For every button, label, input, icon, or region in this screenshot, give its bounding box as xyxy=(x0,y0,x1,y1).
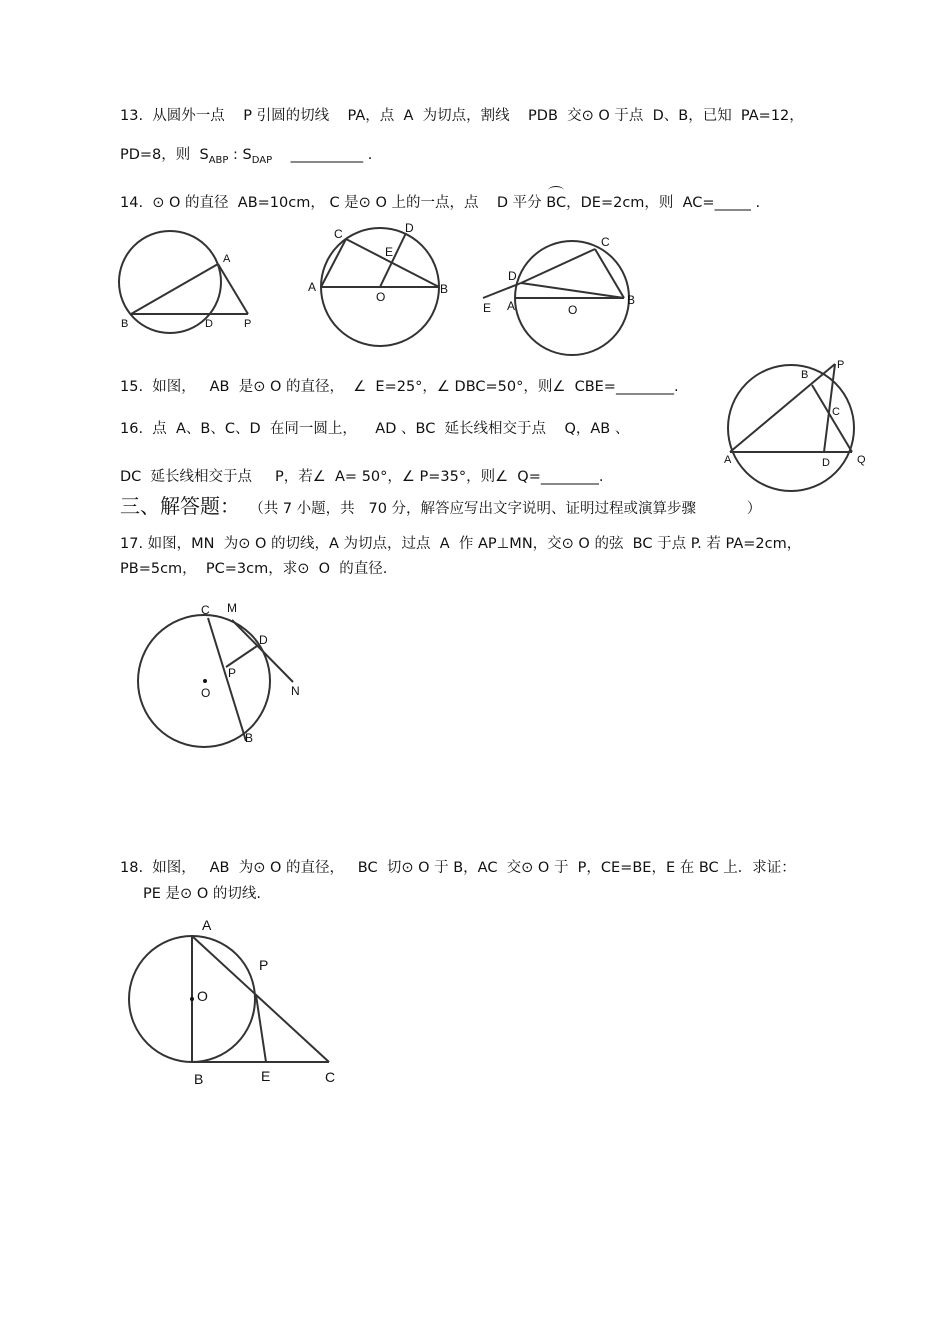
fig14-label-d: D xyxy=(405,221,414,235)
fig17-label-m: M xyxy=(227,601,237,615)
fig16-label-p: P xyxy=(837,359,845,371)
q17-line1: 17. 如图，MN 为⊙ O 的切线，A 为切点，过点 A 作 AP⊥MN，交⊙ O 的弦 BC 于点 P. 若 PA=2cm， xyxy=(120,536,802,552)
q16-line1: 16. 点 A、B、C、D 在同一圆上， AD 、BC 延长线相交于点 Q，AB 、 xyxy=(120,421,630,437)
fig15-label-o: O xyxy=(568,303,578,317)
fig14-label-c: C xyxy=(334,227,343,241)
q13-text-a: PD=8，则 S xyxy=(120,147,209,163)
fig13-label-d: D xyxy=(205,318,213,330)
fig13-label-b: B xyxy=(121,318,129,330)
fig17-label-p: P xyxy=(228,666,237,680)
fig17-label-b: B xyxy=(245,731,254,745)
q13-text-b: : S xyxy=(228,147,252,163)
q13-subscript-dap: DAP xyxy=(251,155,273,166)
fig15-label-d: D xyxy=(508,269,517,283)
fig13-label-a: A xyxy=(223,253,231,265)
fig17-label-n: N xyxy=(291,684,300,698)
fig18-label-p: P xyxy=(259,957,269,973)
fig18-label-o: O xyxy=(197,988,208,1004)
q13-blank: __________ . xyxy=(272,147,373,163)
q14-text-a: 14. ⊙ O 的直径 AB=10cm， C 是⊙ O 上的一点，点 D 平分 xyxy=(120,195,547,211)
fig15-label-a: A xyxy=(507,299,516,313)
fig13-label-p: P xyxy=(244,318,252,330)
fig14-label-o: O xyxy=(376,290,386,304)
fig17-label-c: C xyxy=(201,603,210,617)
section-note: （共 7 小题，共 70 分，解答应写出文字说明、证明过程或演算步骤 ） xyxy=(240,501,762,517)
fig18-line-ac xyxy=(192,936,329,1062)
fig14-label-a: A xyxy=(308,280,317,294)
fig17-label-o: O xyxy=(201,686,211,700)
fig15-label-c: C xyxy=(601,235,610,249)
fig18-label-b: B xyxy=(194,1071,204,1087)
q17-line2: PB=5cm， PC=3cm，求⊙ O 的直径. xyxy=(120,561,388,577)
q18-line1: 18. 如图， AB 为⊙ O 的直径， BC 切⊙ O 于 B，AC 交⊙ O 于 P，CE=BE，E 在 BC 上．求证： xyxy=(120,860,796,876)
fig18-center-dot xyxy=(190,997,194,1001)
q13-line1: 13. 从圆外一点 P 引圆的切线 PA，点 A 为切点，割线 PDB 交⊙ O 于点 D、B，已知 PA=12， xyxy=(120,108,804,124)
fig16-label-c: C xyxy=(832,406,840,418)
fig17-label-d: D xyxy=(259,633,268,647)
fig18-label-e: E xyxy=(261,1068,271,1084)
fig18-label-a: A xyxy=(202,917,212,933)
fig15-label-e: E xyxy=(483,301,492,315)
q13-subscript-abp: ABP xyxy=(208,155,229,166)
fig18-line-pe xyxy=(256,995,266,1062)
fig15-label-b: B xyxy=(627,293,636,307)
q14-arc-bc: BC xyxy=(546,195,567,211)
fig16-label-q: Q xyxy=(857,454,866,466)
q18-line2: PE 是⊙ O 的切线. xyxy=(120,886,261,902)
fig16-label-d: D xyxy=(822,457,830,469)
q15-line: 15. 如图， AB 是⊙ O 的直径， ∠ E=25°，∠ DBC=50°，则∠ CBE=________. xyxy=(120,379,679,395)
fig14-label-b: B xyxy=(440,282,449,296)
fig16-label-a: A xyxy=(724,454,732,466)
q14-text-b: ，DE=2cm，则 AC=_____ . xyxy=(566,195,761,211)
section-title: 三、解答题： xyxy=(120,494,240,518)
fig16-label-b: B xyxy=(801,369,809,381)
fig18-label-c: C xyxy=(325,1069,336,1085)
fig14-label-e: E xyxy=(385,245,394,259)
q16-line2: DC 延长线相交于点 P，若∠ A= 50°，∠ P=35°，则∠ Q=________. xyxy=(120,469,604,485)
